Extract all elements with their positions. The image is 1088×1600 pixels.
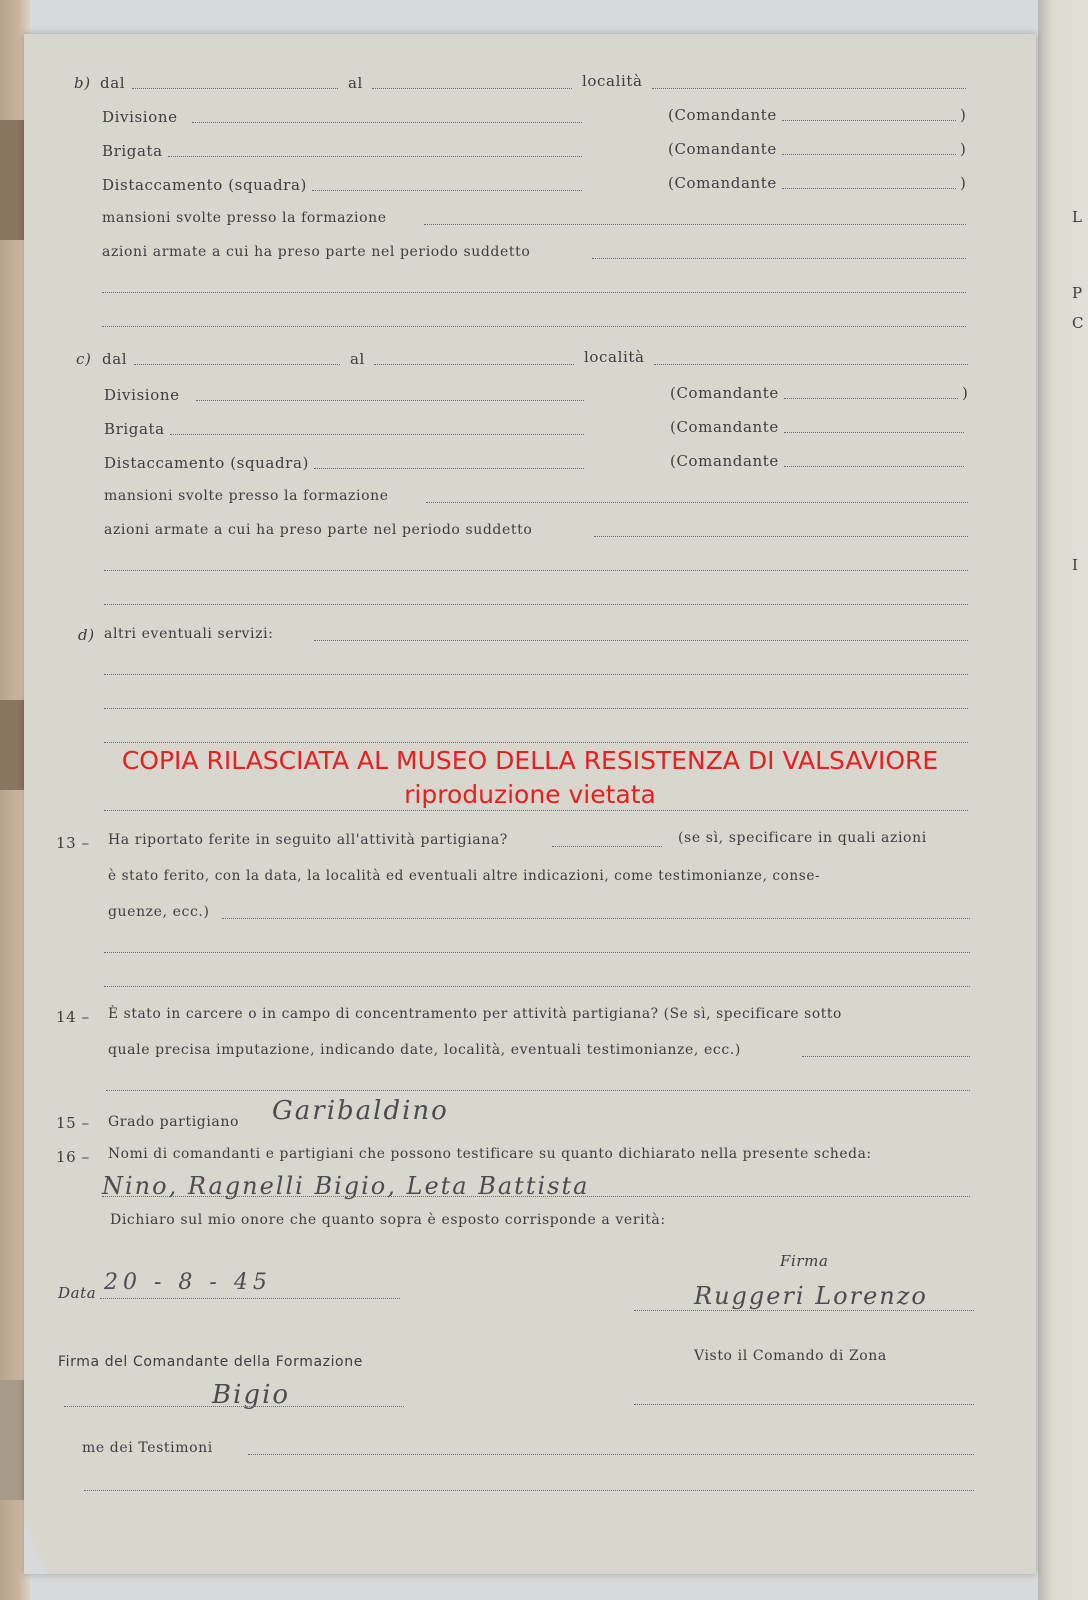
watermark-line-1: COPIA RILASCIATA AL MUSEO DELLA RESISTENZA DI VALSAVIORE [121,746,939,775]
q13-number: 13 – [56,834,90,852]
watermark-line-2: riproduzione vietata [404,780,656,809]
blank-line[interactable] [104,708,968,709]
q13-line2: è stato ferito, con la data, la località ed eventuali altre indicazioni, come testimonianze, conse- [108,868,821,884]
dal-field[interactable] [132,88,338,89]
visto-field[interactable] [634,1404,974,1405]
blank-line[interactable] [106,1090,970,1091]
data-handwritten: 20 - 8 - 45 [104,1270,272,1295]
comandante-formazione-label: Firma del Comandante della Formazione [58,1354,363,1370]
localita-field[interactable] [652,88,966,89]
firma-handwritten: Ruggeri Lorenzo [694,1282,928,1310]
grado-handwritten: Garibaldino [272,1096,449,1126]
blank-line[interactable] [104,604,968,605]
azioni-label: azioni armate a cui ha preso parte nel periodo suddetto [102,244,531,260]
comandante-label: (Comandante [670,418,779,436]
firma-label: Firma [780,1252,829,1270]
brigata-label: Brigata [102,142,163,160]
distaccamento-label: Distaccamento (squadra) [102,176,307,194]
next-page-edge: L P C I [1038,0,1088,1600]
testimoni-field[interactable] [248,1454,974,1455]
blank-line[interactable] [104,570,968,571]
q13-line1: Ha riportato ferite in seguito all'attività partigiana? [108,832,508,848]
comandante-label: (Comandante [668,174,777,192]
comandante-label: (Comandante [668,106,777,124]
close-paren: ) [962,384,969,402]
comandante-formazione-field[interactable] [64,1406,404,1407]
close-paren: ) [960,106,967,124]
blank-line[interactable] [104,742,968,743]
q15-number: 15 – [56,1114,90,1132]
comandante-field[interactable] [782,154,956,155]
q16-number: 16 – [56,1148,90,1166]
q16-label: Nomi di comandanti e partigiani che possono testificare su quanto dichiarato nella presente scheda: [108,1146,872,1162]
q14-number: 14 – [56,1008,90,1026]
azioni-field[interactable] [592,258,966,259]
q16-field[interactable] [102,1196,970,1197]
q15-label: Grado partigiano [108,1114,239,1130]
close-paren: ) [960,140,967,158]
q13-line3: guenze, ecc.) [108,904,210,920]
section-d-letter: d) [78,626,95,644]
blank-line[interactable] [84,1490,974,1491]
mansioni-field[interactable] [426,502,968,503]
comandante-field[interactable] [782,188,956,189]
al-field[interactable] [374,364,574,365]
localita-field[interactable] [654,364,968,365]
divisione-label: Divisione [104,386,180,404]
section-b-letter: b) [74,74,91,92]
blank-line[interactable] [104,986,970,987]
section-c-localita: località [584,348,645,366]
brigata-field[interactable] [170,434,584,435]
section-b-dal: dal [100,74,126,92]
q14-field[interactable] [802,1056,970,1057]
divisione-field[interactable] [196,400,584,401]
azioni-field[interactable] [594,536,968,537]
distaccamento-field[interactable] [312,190,582,191]
mansioni-label: mansioni svolte presso la formazione [102,210,387,226]
blank-line[interactable] [104,952,970,953]
section-c-al: al [350,350,365,368]
comandante-label: (Comandante [670,384,779,402]
dal-field[interactable] [134,364,340,365]
blank-line[interactable] [104,810,968,811]
distaccamento-label: Distaccamento (squadra) [104,454,309,472]
azioni-label: azioni armate a cui ha preso parte nel periodo suddetto [104,522,533,538]
data-label: Data [58,1284,97,1302]
declaration-text: Dichiaro sul mio onore che quanto sopra è esposto corrisponde a verità: [110,1212,666,1228]
comandante-field[interactable] [784,466,964,467]
q13-answer-field[interactable] [552,846,662,847]
comandante-field[interactable] [782,120,956,121]
q13-field[interactable] [222,918,970,919]
altri-servizi-field[interactable] [314,640,968,641]
comandante-handwritten: Bigio [212,1380,291,1410]
comandante-field[interactable] [784,432,964,433]
q14-line1: È stato in carcere o in campo di concentramento per attività partigiana? (Se sì, specificare sotto [108,1006,842,1022]
blank-line[interactable] [102,292,966,293]
firma-field[interactable] [634,1310,974,1311]
mansioni-field[interactable] [424,224,966,225]
data-field[interactable] [100,1298,400,1299]
altri-servizi-label: altri eventuali servizi: [104,626,274,642]
torn-corner [24,1524,84,1574]
testimoni-handwritten: Nino, Ragnelli Bigio, Leta Battista [102,1172,590,1200]
blank-line[interactable] [104,674,968,675]
visto-label: Visto il Comando di Zona [694,1348,887,1364]
brigata-field[interactable] [168,156,582,157]
q14-line2: quale precisa imputazione, indicando date, località, eventuali testimonianze, ecc.) [108,1042,741,1058]
q13-line1b: (se sì, specificare in quali azioni [678,830,927,846]
blank-line[interactable] [102,326,966,327]
divisione-field[interactable] [192,122,582,123]
section-b-al: al [348,74,363,92]
comandante-field[interactable] [784,398,958,399]
close-paren: ) [960,174,967,192]
section-c-letter: c) [76,350,92,368]
comandante-label: (Comandante [668,140,777,158]
brigata-label: Brigata [104,420,165,438]
section-b-localita: località [582,72,643,90]
testimoni-label: me dei Testimoni [82,1440,213,1456]
mansioni-label: mansioni svolte presso la formazione [104,488,389,504]
distaccamento-field[interactable] [314,468,584,469]
al-field[interactable] [372,88,572,89]
section-c-dal: dal [102,350,128,368]
divisione-label: Divisione [102,108,178,126]
comandante-label: (Comandante [670,452,779,470]
form-sheet [24,34,1036,1574]
